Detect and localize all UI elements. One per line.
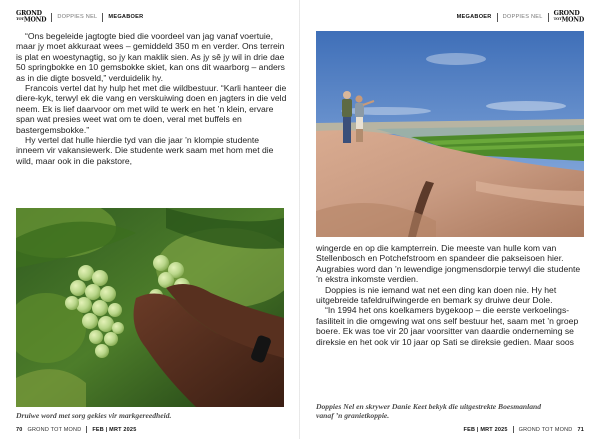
publication-name: GROND TOT MOND bbox=[27, 426, 82, 433]
left-page-header bbox=[16, 9, 143, 25]
issue-date: FEB | MRT 2025 bbox=[463, 426, 508, 433]
header-divider bbox=[548, 13, 549, 22]
header-section-doppies: DOPPIES NEL bbox=[502, 14, 543, 20]
header-section-megaboer: MEGABOER bbox=[456, 14, 492, 20]
page-number: 70 bbox=[16, 426, 23, 433]
paragraph: “Ons begeleide jagtogte bied die voordeel van jag vanaf voertuie, maar jy moet akkuraat wees – gemiddeld 350 m en verder. Ons terrein is plat en woestynagtig, so jy kan maklik sien. As jy sê jy wil in drie dae 50 springbokke en 10 gemsbokke skiet, kan ons dit waarborg – anders as in die digte bosveld,” verduidelik hy. bbox=[16, 31, 285, 83]
right-page-header bbox=[457, 9, 584, 25]
right-page bbox=[300, 0, 600, 439]
granite-landscape-photo bbox=[316, 31, 584, 237]
paragraph: “In 1994 het ons koelkamers bygekoop – die eerste verkoelings-fasiliteit in die omgewing wat ons self bestuur het, saam met ’n groep boere. Ek was toe vir 20 jaar voorsitter van daardie onderneming se direksie en het ook vir 10 jaar op Sati se direksie gedien. Maar soos bbox=[316, 305, 579, 347]
footer-divider bbox=[513, 426, 514, 433]
header-divider bbox=[51, 13, 52, 22]
paragraph: wingerde en op die kampterrein. Die meeste van hulle kom van Stellenbosch en Potchefstroom en spandeer die pakseisoen hier. Augrabies word dan ’n lewendige jongmensdorpie terwyl die studente ’n ekstra inkomste verdien. bbox=[316, 243, 581, 285]
paragraph: Hy vertel dat hulle hierdie tyd van die jaar ’n klompie studente inneem vir vakansiewerk. Die studente werk saam met hom met die wild, maar ook in die pakstore, bbox=[16, 135, 274, 166]
right-footer bbox=[464, 426, 584, 433]
grond-tot-mond-logo-icon: GROND TOTMOND bbox=[16, 10, 47, 24]
header-section-megaboer: MEGABOER bbox=[108, 14, 144, 20]
left-body-text bbox=[16, 31, 288, 166]
publication-name: GROND TOT MOND bbox=[518, 426, 573, 433]
right-photo-caption: Doppies Nel en skrywer Danie Keet bekyk die uitgestrekte Boesmanland vanaf ’n granietkoppie. bbox=[316, 402, 542, 421]
issue-date: FEB | MRT 2025 bbox=[92, 426, 137, 433]
grond-tot-mond-logo-icon: GROND TOTMOND bbox=[553, 10, 584, 24]
page-number: 71 bbox=[577, 426, 584, 433]
right-body-text bbox=[316, 243, 588, 347]
left-photo-caption: Druiwe word met sorg gekies vir markgereedheid. bbox=[16, 411, 172, 420]
paragraph: Doppies is nie iemand wat net een ding kan doen nie. Hy het uitgebreide tafeldruifwingerde en bemark sy druiwe deur Dole. bbox=[316, 284, 557, 306]
footer-divider bbox=[86, 426, 87, 433]
left-footer bbox=[16, 426, 136, 433]
grapes-photo bbox=[16, 208, 284, 407]
header-section-doppies: DOPPIES NEL bbox=[57, 14, 98, 20]
header-divider bbox=[497, 13, 498, 22]
header-divider bbox=[102, 13, 103, 22]
paragraph: Francois vertel dat hy hulp het met die wildbestuur. “Karli hanteer die diere-kyk, terwyl ek die vang en verskuiwing doen en jagters in die veld neem. Ek is lief daarvoor om met wild te werk en het ’n klein, ervare span wat presies weet wat om te doen, veral met buffels en bastergemsbokke.” bbox=[16, 83, 287, 135]
